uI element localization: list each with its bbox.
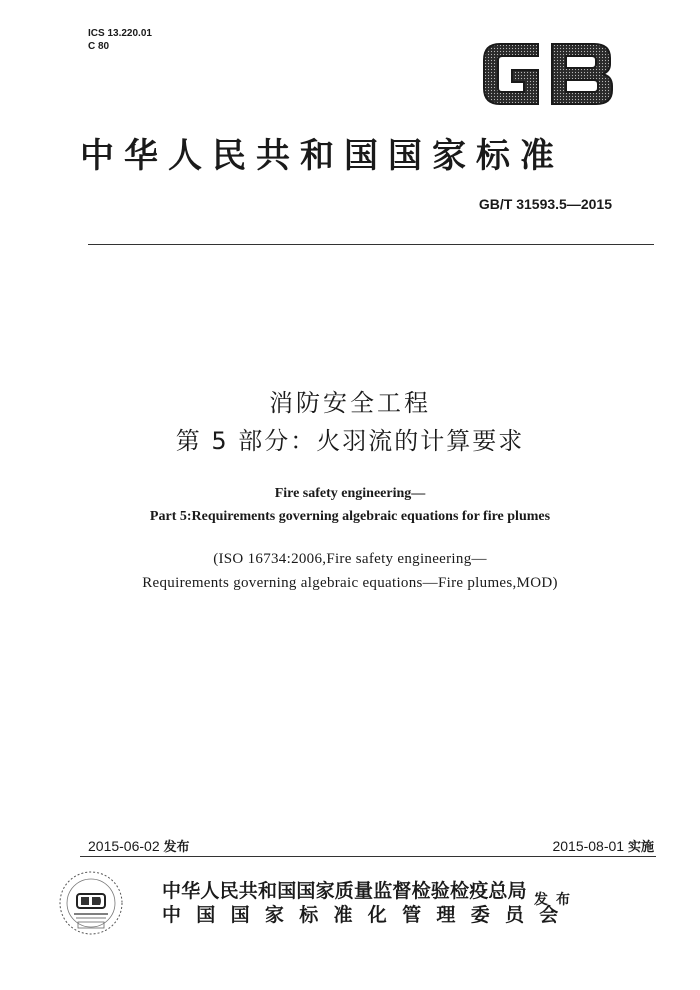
cn-title-main: 消防安全工程 [269, 389, 431, 417]
publisher-aqsiq: 中华人民共和国国家质量监督检验检疫总局 [162, 880, 527, 902]
implementation-date-value: 2015-08-01 [552, 838, 625, 854]
standard-category-title: 中华人民共和国国家标准 [80, 136, 564, 176]
issue-date-value: 2015-06-02 [88, 838, 160, 854]
implementation-date-label: 实施 [627, 840, 654, 855]
official-seal-icon [56, 868, 126, 938]
iso-reference-line2: Requirements governing algebraic equations—Fire plumes,MOD) [142, 575, 558, 591]
en-title-main: Fire safety engineering— [274, 486, 426, 501]
publisher-sac: 中国国家标准化管理委员会 [162, 904, 574, 926]
ics-classification [88, 27, 152, 53]
iso-reference-line1: (ISO 16734:2006,Fire safety engineering— [213, 551, 487, 567]
header-rule [88, 244, 654, 245]
cn-title-part: 第 5 部分：火羽流的计算要求 [175, 427, 525, 455]
ics-code: ICS 13.220.01 [88, 28, 152, 39]
publish-label: 发布 [534, 892, 578, 908]
issue-date [88, 836, 190, 855]
footer-rule [80, 856, 656, 857]
gb-logo-icon [478, 38, 618, 110]
issue-date-label: 发布 [163, 840, 190, 855]
implementation-date [552, 836, 654, 855]
standard-number: GB/T 31593.5—2015 [478, 196, 612, 212]
ccs-code: C 80 [88, 41, 110, 52]
en-title-part: Part 5:Requirements governing algebraic equations for fire plumes [149, 509, 551, 524]
